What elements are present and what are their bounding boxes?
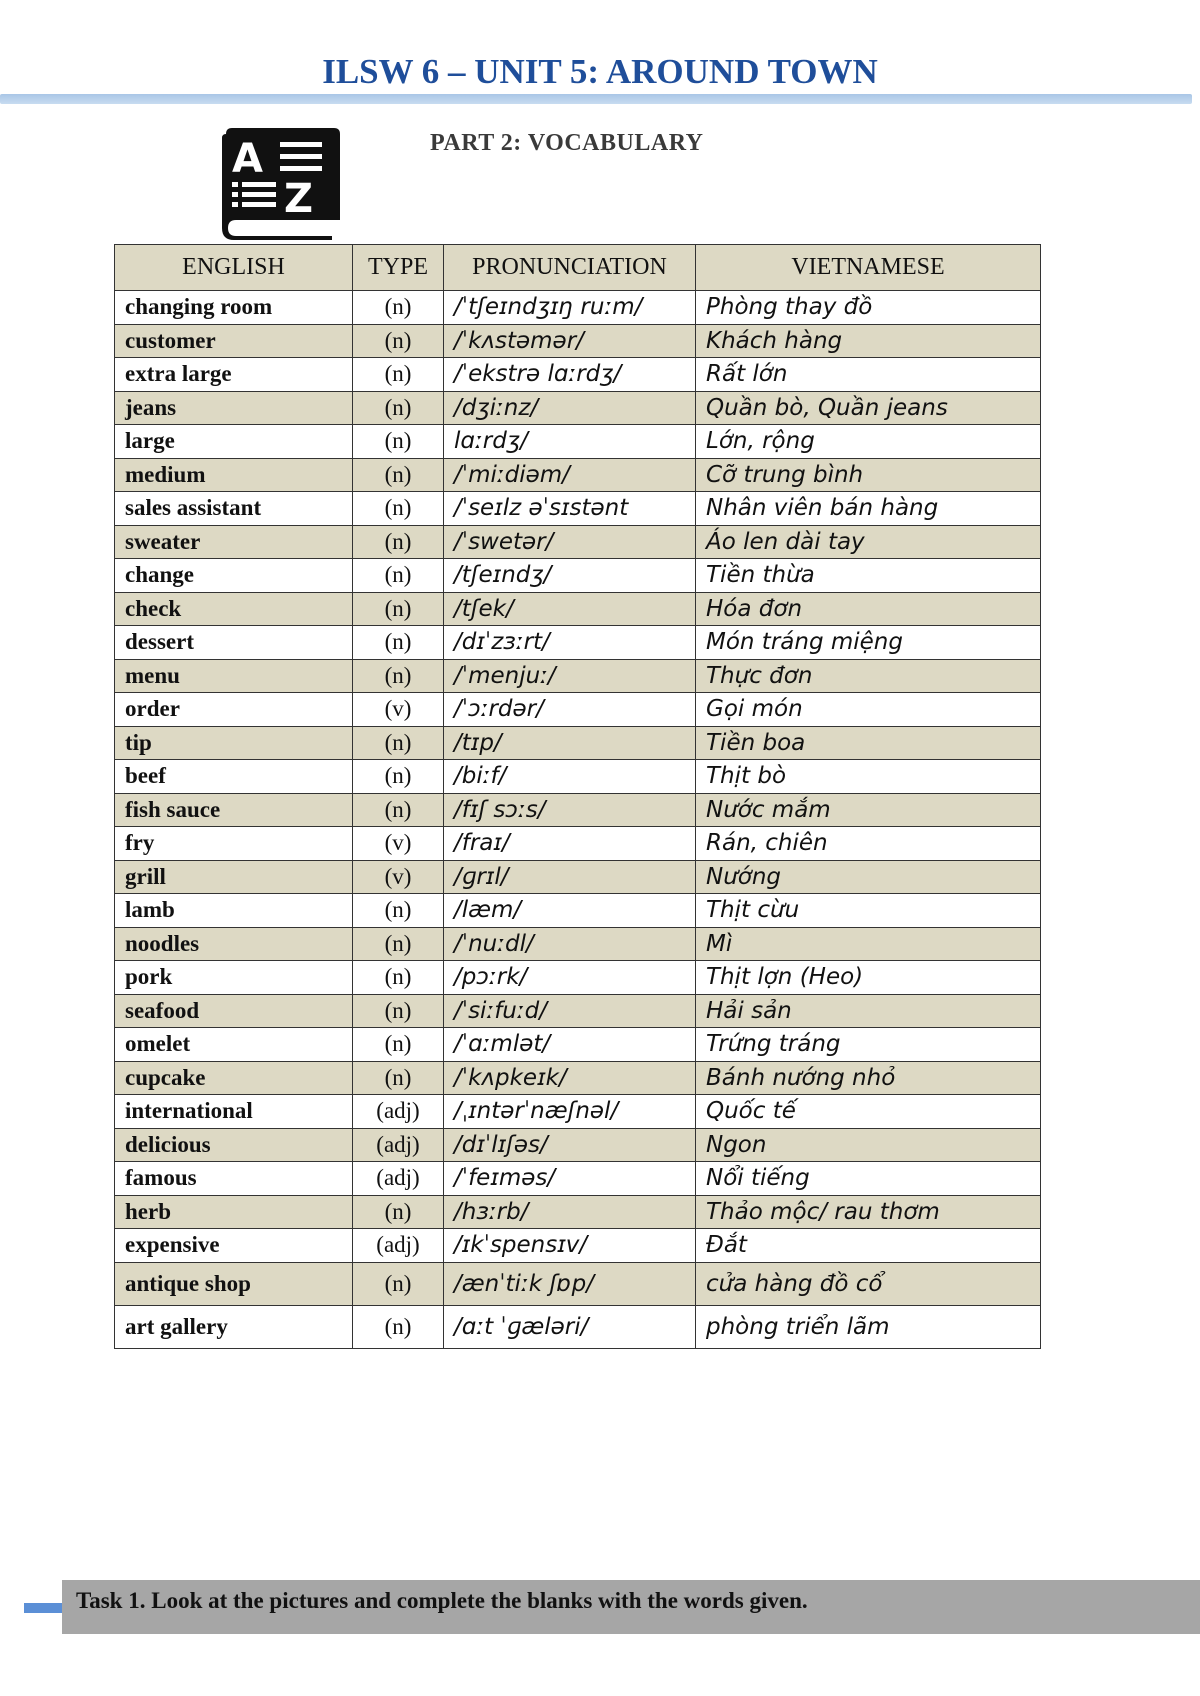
table-row bbox=[115, 559, 1041, 593]
cell-english: order bbox=[115, 693, 353, 727]
cell-vietnamese: Quốc tế bbox=[696, 1095, 1041, 1129]
cell-pronunciation: lɑːrdʒ/ bbox=[444, 425, 696, 459]
table-row bbox=[115, 458, 1041, 492]
cell-type: (n) bbox=[353, 626, 444, 660]
table-row bbox=[115, 693, 1041, 727]
cell-type: (adj) bbox=[353, 1095, 444, 1129]
cell-type: (n) bbox=[353, 291, 444, 325]
cell-english: large bbox=[115, 425, 353, 459]
table-row bbox=[115, 1229, 1041, 1263]
cell-vietnamese: Trứng tráng bbox=[696, 1028, 1041, 1062]
cell-type: (n) bbox=[353, 324, 444, 358]
task-instruction: Task 1. Look at the pictures and complete the blanks with the words given. bbox=[76, 1588, 808, 1613]
cell-type: (n) bbox=[353, 894, 444, 928]
table-body bbox=[115, 291, 1041, 1349]
cell-type: (v) bbox=[353, 827, 444, 861]
cell-vietnamese: Đắt bbox=[696, 1229, 1041, 1263]
column-header-vietnamese: VIETNAMESE bbox=[696, 245, 1041, 291]
cell-pronunciation: /fraɪ/ bbox=[444, 827, 696, 861]
cell-vietnamese: Rất lớn bbox=[696, 358, 1041, 392]
cell-english: fish sauce bbox=[115, 793, 353, 827]
cell-english: antique shop bbox=[115, 1262, 353, 1305]
cell-type: (n) bbox=[353, 1061, 444, 1095]
cell-vietnamese: Bánh nướng nhỏ bbox=[696, 1061, 1041, 1095]
cell-type: (n) bbox=[353, 927, 444, 961]
cell-vietnamese: Quần bò, Quần jeans bbox=[696, 391, 1041, 425]
cell-vietnamese: Áo len dài tay bbox=[696, 525, 1041, 559]
column-header-english: ENGLISH bbox=[115, 245, 353, 291]
cell-vietnamese: Thịt bò bbox=[696, 760, 1041, 794]
cell-type: (n) bbox=[353, 1195, 444, 1229]
cell-english: sweater bbox=[115, 525, 353, 559]
cell-english: jeans bbox=[115, 391, 353, 425]
cell-vietnamese: phòng triển lãm bbox=[696, 1305, 1041, 1348]
cell-vietnamese: Nướng bbox=[696, 860, 1041, 894]
table-row bbox=[115, 961, 1041, 995]
cell-english: menu bbox=[115, 659, 353, 693]
cell-pronunciation: /ˈmenjuː/ bbox=[444, 659, 696, 693]
cell-vietnamese: Thực đơn bbox=[696, 659, 1041, 693]
cell-pronunciation: /ˈsiːfuːd/ bbox=[444, 994, 696, 1028]
cell-pronunciation: /ˈekstrə lɑːrdʒ/ bbox=[444, 358, 696, 392]
cell-vietnamese: Hóa đơn bbox=[696, 592, 1041, 626]
cell-english: tip bbox=[115, 726, 353, 760]
cell-english: delicious bbox=[115, 1128, 353, 1162]
cell-pronunciation: /dɪˈzɜːrt/ bbox=[444, 626, 696, 660]
table-row bbox=[115, 492, 1041, 526]
cell-pronunciation: /ænˈtiːk ʃɒp/ bbox=[444, 1262, 696, 1305]
cell-pronunciation: /dɪˈlɪʃəs/ bbox=[444, 1128, 696, 1162]
cell-english: dessert bbox=[115, 626, 353, 660]
cell-pronunciation: /ˈkʌpkeɪk/ bbox=[444, 1061, 696, 1095]
cell-pronunciation: /ˈseɪlz əˈsɪstənt bbox=[444, 492, 696, 526]
table-row bbox=[115, 659, 1041, 693]
cell-vietnamese: Thảo mộc/ rau thơm bbox=[696, 1195, 1041, 1229]
cell-pronunciation: /tʃek/ bbox=[444, 592, 696, 626]
cell-english: omelet bbox=[115, 1028, 353, 1062]
cell-english: herb bbox=[115, 1195, 353, 1229]
cell-type: (n) bbox=[353, 760, 444, 794]
table-row bbox=[115, 927, 1041, 961]
cell-english: medium bbox=[115, 458, 353, 492]
cell-pronunciation: /ˈfeɪməs/ bbox=[444, 1162, 696, 1196]
cell-pronunciation: /ˈkʌstəmər/ bbox=[444, 324, 696, 358]
cell-type: (n) bbox=[353, 358, 444, 392]
cell-english: expensive bbox=[115, 1229, 353, 1263]
title-underline bbox=[0, 94, 1192, 104]
cell-vietnamese: Khách hàng bbox=[696, 324, 1041, 358]
table-row bbox=[115, 894, 1041, 928]
cell-type: (adj) bbox=[353, 1162, 444, 1196]
table-row bbox=[115, 391, 1041, 425]
cell-vietnamese: Thịt lợn (Heo) bbox=[696, 961, 1041, 995]
cell-english: sales assistant bbox=[115, 492, 353, 526]
cell-pronunciation: /ɡrɪl/ bbox=[444, 860, 696, 894]
cell-english: noodles bbox=[115, 927, 353, 961]
cell-vietnamese: cửa hàng đồ cổ bbox=[696, 1262, 1041, 1305]
section-heading: PART 2: VOCABULARY bbox=[430, 130, 704, 156]
cell-vietnamese: Mì bbox=[696, 927, 1041, 961]
vocabulary-table bbox=[114, 244, 1041, 1349]
table-row bbox=[115, 1028, 1041, 1062]
a-to-z-dictionary-icon bbox=[218, 126, 344, 242]
cell-type: (n) bbox=[353, 1262, 444, 1305]
cell-vietnamese: Lớn, rộng bbox=[696, 425, 1041, 459]
table-row bbox=[115, 324, 1041, 358]
cell-type: (n) bbox=[353, 1305, 444, 1348]
cell-pronunciation: /ˈtʃeɪndʒɪŋ ruːm/ bbox=[444, 291, 696, 325]
cell-english: art gallery bbox=[115, 1305, 353, 1348]
cell-pronunciation: /tʃeɪndʒ/ bbox=[444, 559, 696, 593]
table-row bbox=[115, 827, 1041, 861]
table-row bbox=[115, 1095, 1041, 1129]
cell-type: (n) bbox=[353, 592, 444, 626]
table-row bbox=[115, 860, 1041, 894]
cell-vietnamese: Món tráng miệng bbox=[696, 626, 1041, 660]
column-header-type: TYPE bbox=[353, 245, 444, 291]
cell-vietnamese: Cỡ trung bình bbox=[696, 458, 1041, 492]
table-row bbox=[115, 1262, 1041, 1305]
cell-vietnamese: Phòng thay đồ bbox=[696, 291, 1041, 325]
cell-pronunciation: /ɪkˈspensɪv/ bbox=[444, 1229, 696, 1263]
cell-english: pork bbox=[115, 961, 353, 995]
cell-pronunciation: /ˈswetər/ bbox=[444, 525, 696, 559]
cell-english: change bbox=[115, 559, 353, 593]
cell-vietnamese: Nhân viên bán hàng bbox=[696, 492, 1041, 526]
table-row bbox=[115, 793, 1041, 827]
cell-pronunciation: /biːf/ bbox=[444, 760, 696, 794]
cell-english: beef bbox=[115, 760, 353, 794]
table-header-row bbox=[115, 245, 1041, 291]
icon-letter-z: Z bbox=[284, 176, 314, 222]
table-row bbox=[115, 291, 1041, 325]
cell-vietnamese: Nổi tiếng bbox=[696, 1162, 1041, 1196]
cell-english: fry bbox=[115, 827, 353, 861]
cell-type: (v) bbox=[353, 693, 444, 727]
cell-pronunciation: /hɜːrb/ bbox=[444, 1195, 696, 1229]
table-row bbox=[115, 1305, 1041, 1348]
cell-english: changing room bbox=[115, 291, 353, 325]
icon-letter-a: A bbox=[232, 136, 263, 182]
task-marker bbox=[24, 1603, 62, 1613]
cell-vietnamese: Tiền boa bbox=[696, 726, 1041, 760]
cell-vietnamese: Hải sản bbox=[696, 994, 1041, 1028]
cell-pronunciation: /ɑːt ˈɡæləri/ bbox=[444, 1305, 696, 1348]
cell-vietnamese: Tiền thừa bbox=[696, 559, 1041, 593]
cell-pronunciation: /dʒiːnz/ bbox=[444, 391, 696, 425]
cell-vietnamese: Rán, chiên bbox=[696, 827, 1041, 861]
table-row bbox=[115, 1061, 1041, 1095]
cell-english: international bbox=[115, 1095, 353, 1129]
table-row bbox=[115, 994, 1041, 1028]
column-header-pronunciation: PRONUNCIATION bbox=[444, 245, 696, 291]
cell-pronunciation: /ˌɪntərˈnæʃnəl/ bbox=[444, 1095, 696, 1129]
cell-type: (n) bbox=[353, 425, 444, 459]
table-row bbox=[115, 726, 1041, 760]
cell-type: (n) bbox=[353, 961, 444, 995]
table-row bbox=[115, 1162, 1041, 1196]
cell-pronunciation: /ˈɑːmlət/ bbox=[444, 1028, 696, 1062]
cell-pronunciation: /fɪʃ sɔːs/ bbox=[444, 793, 696, 827]
table-row bbox=[115, 1128, 1041, 1162]
cell-vietnamese: Nước mắm bbox=[696, 793, 1041, 827]
cell-pronunciation: /pɔːrk/ bbox=[444, 961, 696, 995]
table-row bbox=[115, 425, 1041, 459]
cell-english: lamb bbox=[115, 894, 353, 928]
table-row bbox=[115, 592, 1041, 626]
cell-pronunciation: /læm/ bbox=[444, 894, 696, 928]
cell-english: seafood bbox=[115, 994, 353, 1028]
cell-pronunciation: /ˈɔːrdər/ bbox=[444, 693, 696, 727]
cell-type: (adj) bbox=[353, 1128, 444, 1162]
cell-type: (n) bbox=[353, 726, 444, 760]
table-row bbox=[115, 1195, 1041, 1229]
cell-english: customer bbox=[115, 324, 353, 358]
cell-type: (n) bbox=[353, 525, 444, 559]
table-row bbox=[115, 525, 1041, 559]
cell-vietnamese: Gọi món bbox=[696, 693, 1041, 727]
cell-type: (adj) bbox=[353, 1229, 444, 1263]
cell-pronunciation: /ˈmiːdiəm/ bbox=[444, 458, 696, 492]
page-title: ILSW 6 – UNIT 5: AROUND TOWN bbox=[322, 52, 878, 91]
cell-type: (n) bbox=[353, 994, 444, 1028]
cell-english: grill bbox=[115, 860, 353, 894]
table-row bbox=[115, 760, 1041, 794]
cell-type: (v) bbox=[353, 860, 444, 894]
cell-english: cupcake bbox=[115, 1061, 353, 1095]
cell-pronunciation: /ˈnuːdl/ bbox=[444, 927, 696, 961]
cell-type: (n) bbox=[353, 492, 444, 526]
cell-english: check bbox=[115, 592, 353, 626]
cell-type: (n) bbox=[353, 458, 444, 492]
cell-type: (n) bbox=[353, 1028, 444, 1062]
cell-english: famous bbox=[115, 1162, 353, 1196]
cell-type: (n) bbox=[353, 391, 444, 425]
cell-pronunciation: /tɪp/ bbox=[444, 726, 696, 760]
cell-vietnamese: Ngon bbox=[696, 1128, 1041, 1162]
cell-vietnamese: Thịt cừu bbox=[696, 894, 1041, 928]
table-row bbox=[115, 626, 1041, 660]
cell-type: (n) bbox=[353, 559, 444, 593]
cell-type: (n) bbox=[353, 659, 444, 693]
table-row bbox=[115, 358, 1041, 392]
cell-type: (n) bbox=[353, 793, 444, 827]
cell-english: extra large bbox=[115, 358, 353, 392]
